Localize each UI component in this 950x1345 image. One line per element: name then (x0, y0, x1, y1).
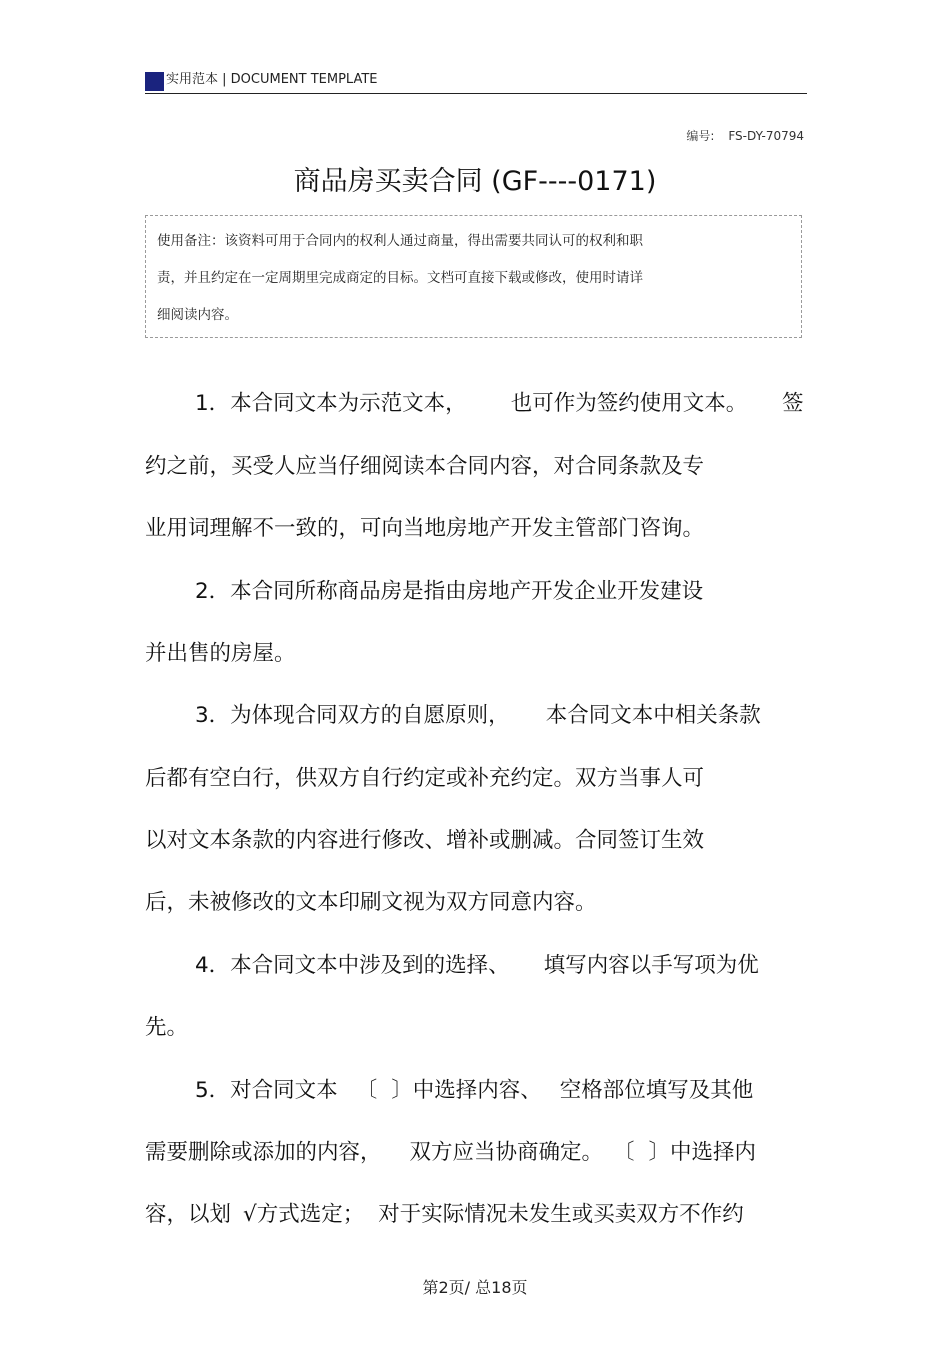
document-number-label: 编号: (686, 129, 715, 143)
text-segment: 双方应当协商确定。 (409, 1140, 604, 1165)
paragraph-1-line-1 (195, 389, 747, 419)
paragraph-3-line-4: 后，未被修改的文本印刷文视为双方同意内容。 (145, 890, 597, 915)
paragraph-3-line-1 (195, 701, 761, 731)
text-segment: 1．本合同文本为示范文本， (195, 391, 467, 416)
paragraph-4-line-2: 先。 (145, 1015, 189, 1040)
paragraph-3-line-2: 后都有空白行，供双方自行约定或补充约定。双方当事人可 (145, 766, 705, 791)
usage-note-line: 细阅读内容。 (157, 307, 238, 323)
text-segment: 填写内容以手写项为优 (543, 953, 759, 978)
document-number-value: FS-DY-70794 (728, 129, 804, 143)
paragraph-3-line-3: 以对文本条款的内容进行修改、增补或删减。合同签订生效 (145, 828, 705, 853)
paragraph-5-line-2 (145, 1138, 756, 1168)
paragraph-5-line-3 (145, 1200, 744, 1230)
text-segment: 对于实际情况未发生或买卖双方不作约 (378, 1202, 744, 1227)
usage-note-line: 责，并且约定在一定周期里完成商定的目标。文档可直接下载或修改，使用时请详 (157, 270, 643, 286)
paragraph-1-line-2: 约之前，买受人应当仔细阅读本合同内容，对合同条款及专 (145, 454, 705, 479)
text-segment: 容，以划 (145, 1202, 232, 1227)
header-text: 实用范本 | DOCUMENT TEMPLATE (166, 72, 378, 87)
text-segment: 需要删除或添加的内容， (145, 1140, 382, 1165)
page-footer: 第2页/ 总18页 (422, 1278, 528, 1297)
paragraph-1-line-3: 业用词理解不一致的，可向当地房地产开发主管部门咨询。 (145, 516, 705, 541)
logo-square (145, 72, 164, 91)
text-segment: 4．本合同文本中涉及到的选择、 (195, 953, 510, 978)
text-segment: 也可作为签约使用文本。 (510, 391, 748, 416)
usage-note-line: 使用备注：该资料可用于合同内的权利人通过商量，得出需要共同认可的权利和职 (157, 233, 643, 249)
text-segment: 本合同文本中相关条款 (545, 703, 761, 728)
document-number (686, 127, 804, 144)
text-segment: 3．为体现合同双方的自愿原则， (195, 703, 510, 728)
paragraph-5-line-1 (195, 1076, 753, 1106)
text-segment: √方式选定； (243, 1202, 365, 1227)
paragraph-2-line-2: 并出售的房屋。 (145, 641, 296, 666)
usage-note-box (145, 215, 802, 338)
paragraph-1-line-1-end: 签 (782, 391, 804, 416)
bracket-open: 〔 (355, 1078, 378, 1103)
text-segment: 空格部位填写及其他 (559, 1078, 754, 1103)
text-segment: 〕中选择内容、 (391, 1078, 542, 1103)
page-header (145, 69, 807, 94)
text-segment: 〕中选择内 (648, 1140, 757, 1165)
text-segment: 5．对合同文本 (195, 1078, 338, 1103)
paragraph-2-line-1: 2．本合同所称商品房是指由房地产开发企业开发建设 (195, 579, 704, 604)
document-title: 商品房买卖合同 (GF----0171) (293, 166, 657, 197)
paragraph-4-line-1 (195, 951, 759, 981)
bracket-open: 〔 (613, 1140, 635, 1165)
